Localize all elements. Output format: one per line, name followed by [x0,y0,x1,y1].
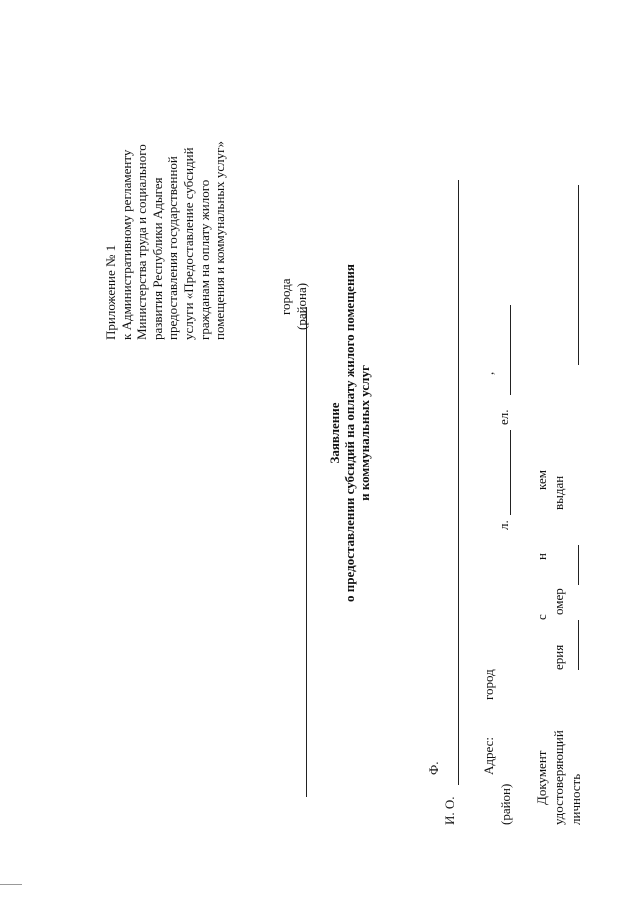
address-label: Адрес: [481,737,496,775]
appendix-line: гражданам на оплату жилого [196,179,212,340]
issued-by-underline[interactable] [578,185,579,365]
appendix-line: Приложение № 1 [103,244,118,340]
edge-mark [0,884,22,885]
appendix-block [103,141,228,340]
appendix-line: услуги «Предоставление субсидий [180,147,196,340]
appendix-line: предоставления государственной [165,156,181,340]
fio-underline[interactable] [458,180,459,785]
locality-city-label: города [278,278,293,315]
number-underline[interactable] [578,545,579,585]
street-fragment: л. [496,520,511,530]
address-district: (район) [498,783,513,825]
issued-part-2: выдан [551,475,566,510]
title-line-2: и коммунальных услуг [357,365,372,501]
phone-fragment: ел. [496,409,511,425]
series-part-1: с [534,614,549,620]
doc-label-1: Документ [534,750,549,805]
address-city: город [481,669,496,700]
number-part-1: н [534,553,549,560]
title-line-1: о предоставлении субсидий на оплату жилого помещения [342,264,357,602]
locality-district-label: (района) [294,282,309,330]
phone-underline[interactable] [510,305,511,395]
issued-part-1: кем [534,470,549,490]
series-underline[interactable] [578,620,579,670]
address-underline[interactable] [510,430,511,515]
document-title [327,223,372,643]
address-comma: , [481,371,496,375]
appendix-line: к Административному регламенту [118,149,134,340]
doc-label-3: личность [568,773,583,825]
title-heading: Заявление [327,402,342,464]
fio-f-label: Ф. [426,761,441,775]
appendix-line: развития Республики Адыгея [149,177,165,340]
doc-label-2: удостоверяющий [551,730,566,825]
appendix-line: Министерства труда и социального [134,144,150,340]
number-part-2: омер [551,588,566,615]
appendix-line: помещения и коммунальных услуг» [212,141,228,340]
fio-io-label: И. О. [442,796,457,825]
locality-underline [306,307,307,797]
series-part-2: ерия [551,644,566,670]
